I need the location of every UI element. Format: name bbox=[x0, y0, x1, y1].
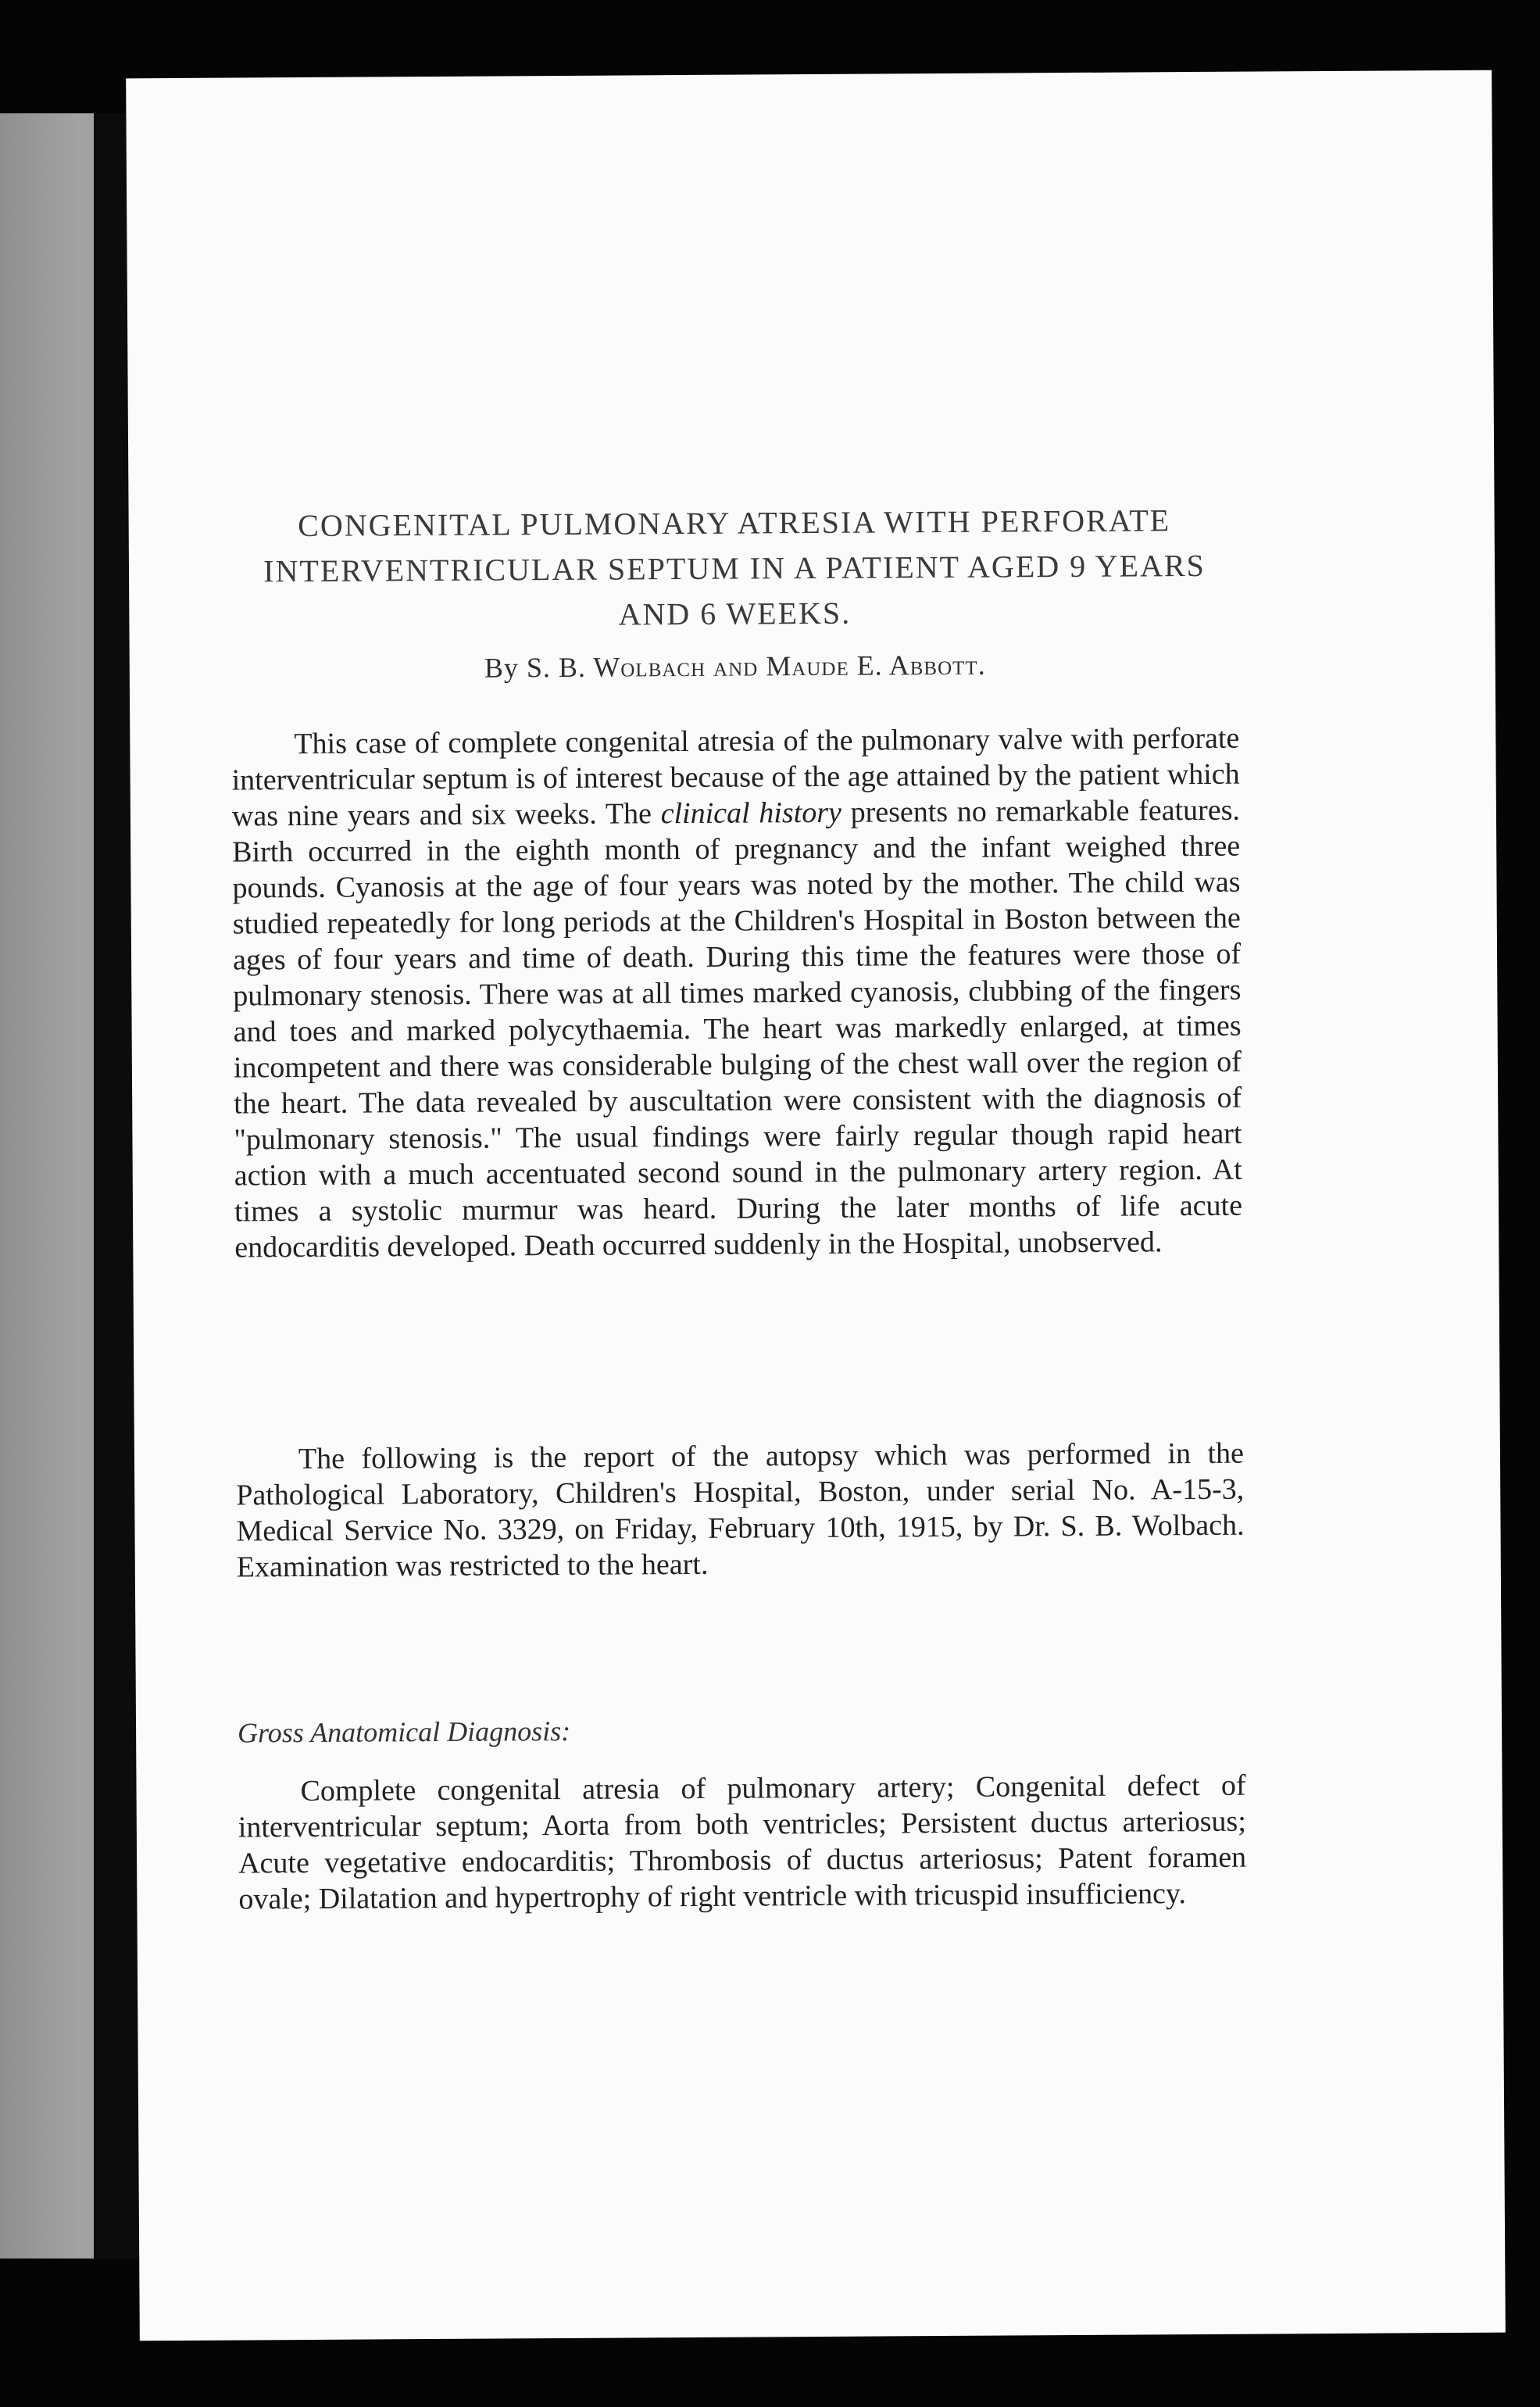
paragraph-clinical-history bbox=[231, 721, 1242, 1266]
article-title: CONGENITAL PULMONARY ATRESIA WITH PERFORATE INTERVENTRICULAR SEPTUM IN A PATIENT AGED 9 YEARS AND 6 WEEKS. bbox=[263, 503, 1206, 632]
paragraph-1-end: presents no remarkable features. Birth occurred in the eighth month of pregnancy and the infant weighed three pounds. Cyanosis at the age of four years was noted by the mother. The child was studied repeatedly for long periods at the Children's Hospital in Boston between the ages of four years and time of death. During this time the features were those of pulmonary stenosis. There was at all times marked cyanosis, clubbing of the fingers and toes and marked polycythaemia. The heart was markedly enlarged, at times incompetent and there was considerable bulging of the chest wall over the region of the heart. The data revealed by auscultation were consistent with the diagnosis of "pulmonary stenosis." The usual findings were fairly regular though rapid heart action with a much accentuated second sound in the pulmonary artery region. At times a systolic murmur was heard. During the later months of life acute endocarditis developed. Death occurred suddenly in the Hospital, unobserved. bbox=[232, 793, 1243, 1264]
paragraph-gross-diagnosis: Complete congenital atresia of pulmonary artery; Congenital defect of interventricular septum; Aorta from both ventricles; Persistent ductus arteriosus; Acute vegetative endocarditis; Thrombosis of ductus arteriosus; Patent foramen ovale; Dilatation and hypertrophy of right ventricle with tricuspid insufficiency. bbox=[238, 1769, 1247, 1916]
byline-prefix: By bbox=[484, 652, 527, 684]
article-byline bbox=[231, 646, 1239, 687]
clinical-history-emphasis: clinical history bbox=[660, 796, 842, 831]
document-page bbox=[126, 70, 1506, 2341]
paragraph-1-start: This case of complete congenital atresia of the pulmonary valve with perforate interventricular septum is of interest because of the age attained by the patient which was nine years and six weeks. The bbox=[231, 721, 1240, 833]
paragraph-autopsy-report: The following is the report of the autopsy which was performed in the Pathological Laboratory, Children's Hospital, Boston, under serial No. A-15-3, Medical Service No. 3329, on Friday, February 10th, 1915, by Dr. S. B. Wolbach. Examination was restricted to the heart. bbox=[236, 1436, 1245, 1584]
byline-authors: S. B. Wolbach and Maude E. Abbott. bbox=[526, 649, 986, 684]
section-heading-gross-diagnosis: Gross Anatomical Diagnosis: bbox=[237, 1715, 571, 1749]
